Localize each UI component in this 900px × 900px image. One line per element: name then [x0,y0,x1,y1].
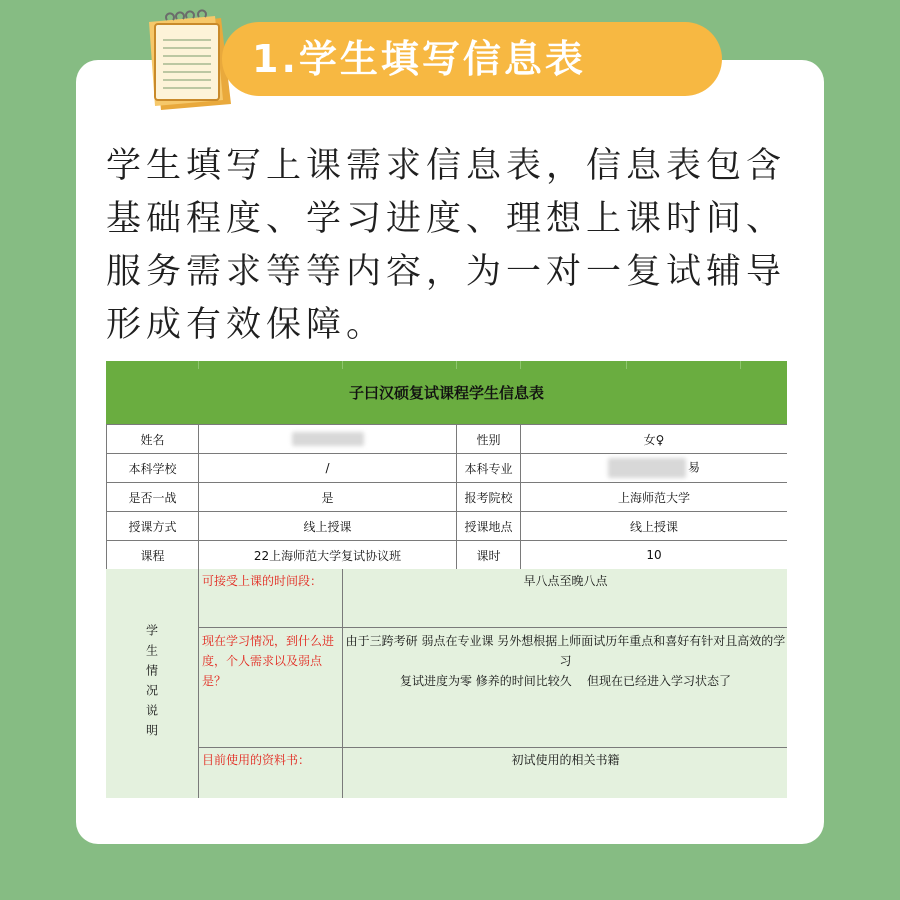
cell-value-name [199,425,457,454]
cell-label: 性别 [457,425,521,454]
answer-progress-line1: 由于三跨考研 弱点在专业课 另外想根据上师面试历年重点和喜好有针对且高效的学习 [345,634,786,668]
table-row [107,454,788,483]
cell-label: 报考院校 [457,483,521,512]
intro-paragraph: 学生填写上课需求信息表，信息表包含基础程度、学习进度、理想上课时间、服务需求等等内容，为一对一复试辅导形成有效保障。 [106,146,787,345]
redacted-major [608,458,686,478]
sheet-title-text: 子曰汉硕复试课程学生信息表 [348,384,544,402]
table-row [107,483,788,512]
question-time-slot: 可接受上课的时间段： [202,574,323,588]
cell-label: 本科学校 [107,454,199,483]
redacted-name [292,432,364,446]
sheet-title [106,361,787,425]
cell-label: 课时 [457,541,521,570]
table-row [107,425,788,454]
cell-label: 授课方式 [107,512,199,541]
cell-value: 上海师范大学 [521,483,788,512]
student-situation-section [106,569,787,798]
info-table [106,424,787,570]
student-info-sheet [106,361,787,798]
answer-progress-line2: 复试进度为零 修养的时间比较久 但现在已经进入学习状态了 [399,674,732,688]
question-progress: 现在学习情况，到什么进度，个人需求以及弱点是？ [202,634,335,688]
table-row [107,541,788,570]
cell-label: 本科专业 [457,454,521,483]
cell-value-major: 易 [521,454,788,483]
page-title: 1.学生填写信息表 [252,37,586,81]
cell-value: 女♀ [521,425,788,454]
cell-label: 是否一战 [107,483,199,512]
cell-value: 线上授课 [521,512,788,541]
table-row [107,512,788,541]
answer-materials: 初试使用的相关书籍 [511,753,620,767]
cell-value: 是 [199,483,457,512]
answer-time-slot: 早八点至晚八点 [523,574,608,588]
cell-value: 线上授课 [199,512,457,541]
answer-progress [344,631,787,691]
cell-label: 授课地点 [457,512,521,541]
cell-value: 22上海师范大学复试协议班 [199,541,457,570]
cell-value: / [199,454,457,483]
cell-value: 10 [521,541,788,570]
cell-label: 姓名 [107,425,199,454]
situation-side-label: 学生情况说明 [144,623,159,744]
cell-label: 课程 [107,541,199,570]
question-materials: 目前使用的资料书： [202,753,311,767]
